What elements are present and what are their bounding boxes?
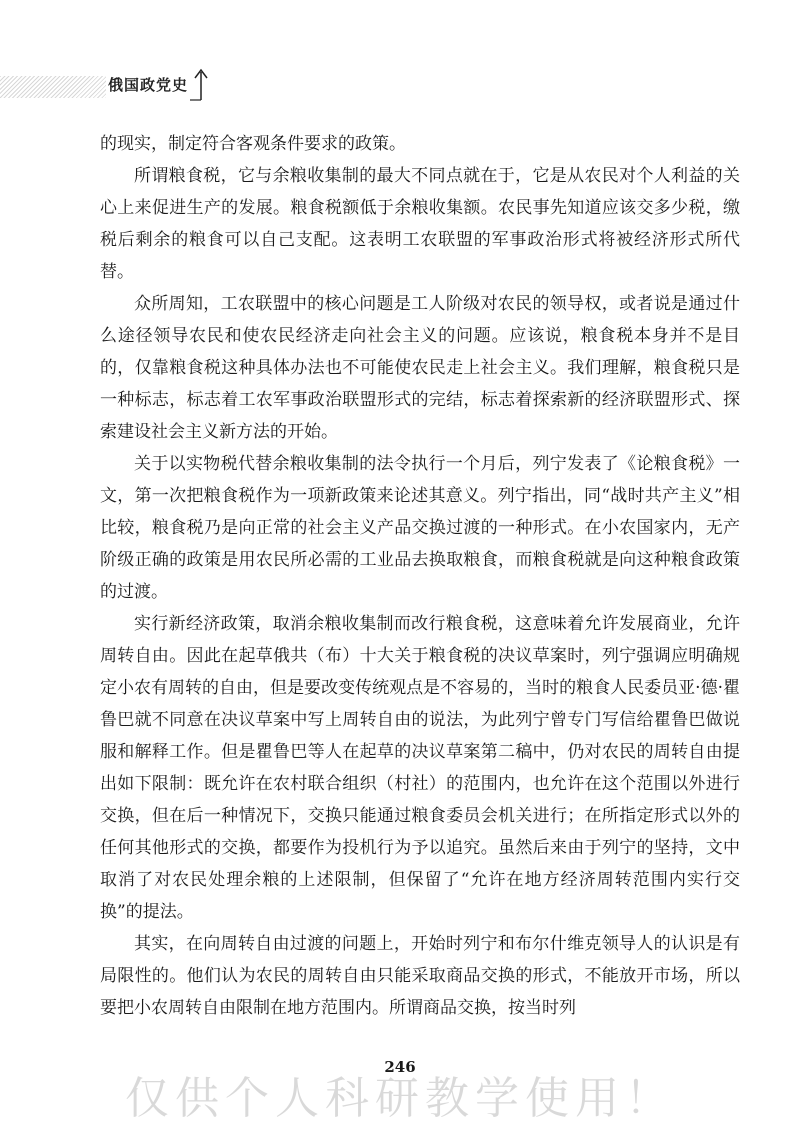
paragraph: 的现实，制定符合客观条件要求的政策。 xyxy=(100,134,406,154)
paragraph: 所谓粮食税，它与余粮收集制的最大不同点就在于，它是从农民对个人利益的关心上来促进生产的发展。粮食税额低于余粮收集额。农民事先知道应该交多少税，缴税后剩余的粮食可以自己支配。这表明工农联盟的军事政治形式将被经济形式所代替。 xyxy=(100,166,740,282)
page-number: 246 xyxy=(384,1058,416,1076)
header-arrow-icon xyxy=(190,66,212,102)
paragraph: 其实，在向周转自由过渡的问题上，开始时列宁和布尔什维克领导人的认识是有局限性的。他们认为农民的周转自由只能采取商品交换的形式，不能放开市场，所以要把小农周转自由限制在地方范围内。所谓商品交换，按当时列 xyxy=(100,934,740,1018)
watermark: 仅供个人科研教学使用！ xyxy=(125,1073,675,1124)
paragraph: 实行新经济政策，取消余粮收集制而改行粮食税，这意味着允许发展商业，允许周转自由。因此在起草俄共（布）十大关于粮食税的决议草案时，列宁强调应明确规定小农有周转的自由，但是要改变传统观点是不容易的，当时的粮食人民委员亚·德·瞿鲁巴就不同意在决议草案中写上周转自由的说法，为此列宁曾专门写信给瞿鲁巴做说服和解释工作。但是瞿鲁巴等人在起草的决议草案第二稿中，仍对农民的周转自由提出如下限制：既允许在农村联合组织（村社）的范围内，也允许在这个范围以外进行交换，但在后一种情况下，交换只能通过粮食委员会机关进行；在所指定形式以外的任何其他形式的交换，都要作为投机行为予以追究。虽然后来由于列宁的坚持，文中取消了对农民处理余粮的上述限制，但保留了“允许在地方经济周转范围内实行交换”的提法。 xyxy=(100,614,740,922)
body-text xyxy=(100,128,740,1024)
paragraph: 关于以实物税代替余粮收集制的法令执行一个月后，列宁发表了《论粮食税》一文，第一次把粮食税作为一项新政策来论述其意义。列宁指出，同“战时共产主义”相比较，粮食税乃是向正常的社会主义产品交换过渡的一种形式。在小农国家内，无产阶级正确的政策是用农民所必需的工业品去换取粮食，而粮食税就是向这种粮食政策的过渡。 xyxy=(100,454,740,602)
header-decoration-band xyxy=(0,76,106,98)
running-header-title: 俄国政党史 xyxy=(108,76,189,94)
paragraph: 众所周知，工农联盟中的核心问题是工人阶级对农民的领导权，或者说是通过什么途径领导农民和使农民经济走向社会主义的问题。应该说，粮食税本身并不是目的，仅靠粮食税这种具体办法也不可能使农民走上社会主义。我们理解，粮食税只是一种标志，标志着工农军事政治联盟形式的完结，标志着探索新的经济联盟形式、探索建设社会主义新方法的开始。 xyxy=(100,294,740,442)
